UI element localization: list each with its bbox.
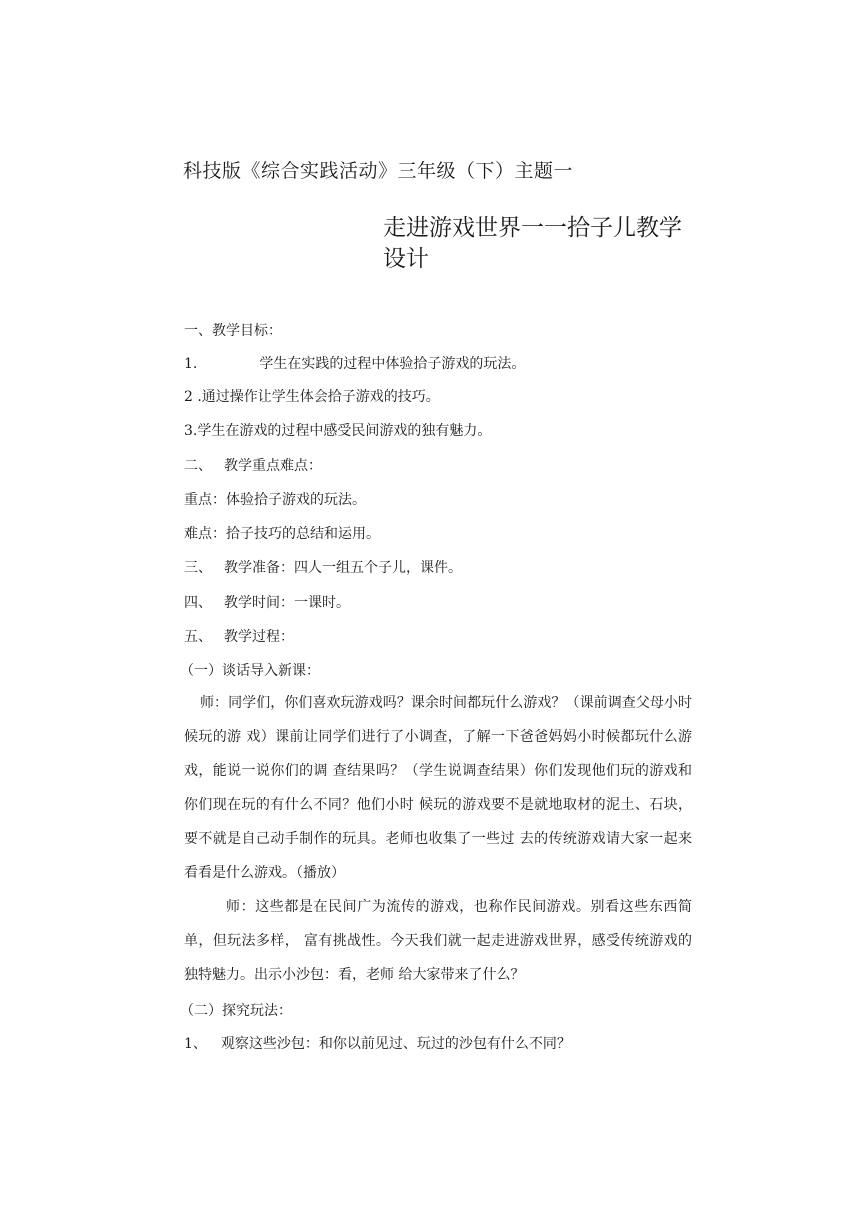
section-number: 三、 (184, 560, 212, 576)
paragraph-folk-games: 师：这些都是在民间广为流传的游戏，也称作民间游戏。别看这些东西简单，但玩法多样， 富有挑战性。今天我们就一起走进游戏世界，感受传统游戏的独特魅力。出示小沙包：看，老师 给大家带来了什么？ (184, 899, 692, 983)
difficulty-point: 难点：拾子技巧的总结和运用。 (184, 526, 380, 542)
section-heading-process (184, 626, 294, 646)
section-number: 四、 (184, 595, 212, 611)
goal-number: 1. (184, 356, 198, 372)
part-heading-intro: （一）谈话导入新课： (180, 663, 320, 679)
goal-item-3: 3.学生在游戏的过程中感受民间游戏的独有魅力。 (184, 423, 492, 439)
step-item-1 (184, 1033, 571, 1053)
document-subtitle: 科技版《综合实践活动》三年级（下）主题一 (183, 160, 574, 182)
section-text: 教学准备：四人一组五个子儿，课件。 (224, 560, 462, 576)
section-number: 二、 (184, 458, 212, 474)
section-heading-key-points (184, 455, 322, 475)
step-number: 1、 (184, 1036, 207, 1052)
section-heading-time (184, 592, 350, 612)
section-text: 教学过程： (224, 629, 294, 645)
goal-item-2: 2 .通过操作让学生体会拾子游戏的技巧。 (184, 389, 440, 405)
key-point: 重点：体验拾子游戏的玩法。 (184, 492, 366, 508)
step-text: 观察这些沙包：和你以前见过、玩过的沙包有什么不同？ (220, 1036, 571, 1052)
section-heading-preparation (184, 557, 462, 577)
part-heading-explore: （二）探究玩法： (180, 1003, 292, 1019)
document-title: 走进游戏世界一一拾子儿教学设计 (383, 215, 682, 272)
section-text: 教学重点难点： (224, 458, 322, 474)
section-number: 五、 (184, 629, 212, 645)
section-heading-goals: 一、教学目标： (184, 323, 282, 339)
paragraph-intro: 师：同学们，你们喜欢玩游戏吗？课余时间都玩什么游戏？（课前调查父母小时候玩的游 戏）课前让同学们进行了小调查，了解一下爸爸妈妈小时候都玩什么游戏，能说一说你们的调 查结果吗？（学生说调查结果）你们发现他们玩的游戏和你们现在玩的有什么不同？他们小时 候玩的游戏要不是就地取材的泥土、石块，要不就是自己动手制作的玩具。老师也收集了一些过 去的传统游戏请大家一起来看看是什么游戏。（播放） (184, 695, 692, 881)
section-text: 教学时间：一课时。 (224, 595, 350, 611)
goal-item-1 (184, 353, 525, 373)
goal-text: 学生在实践的过程中体验拾子游戏的玩法。 (259, 356, 526, 372)
